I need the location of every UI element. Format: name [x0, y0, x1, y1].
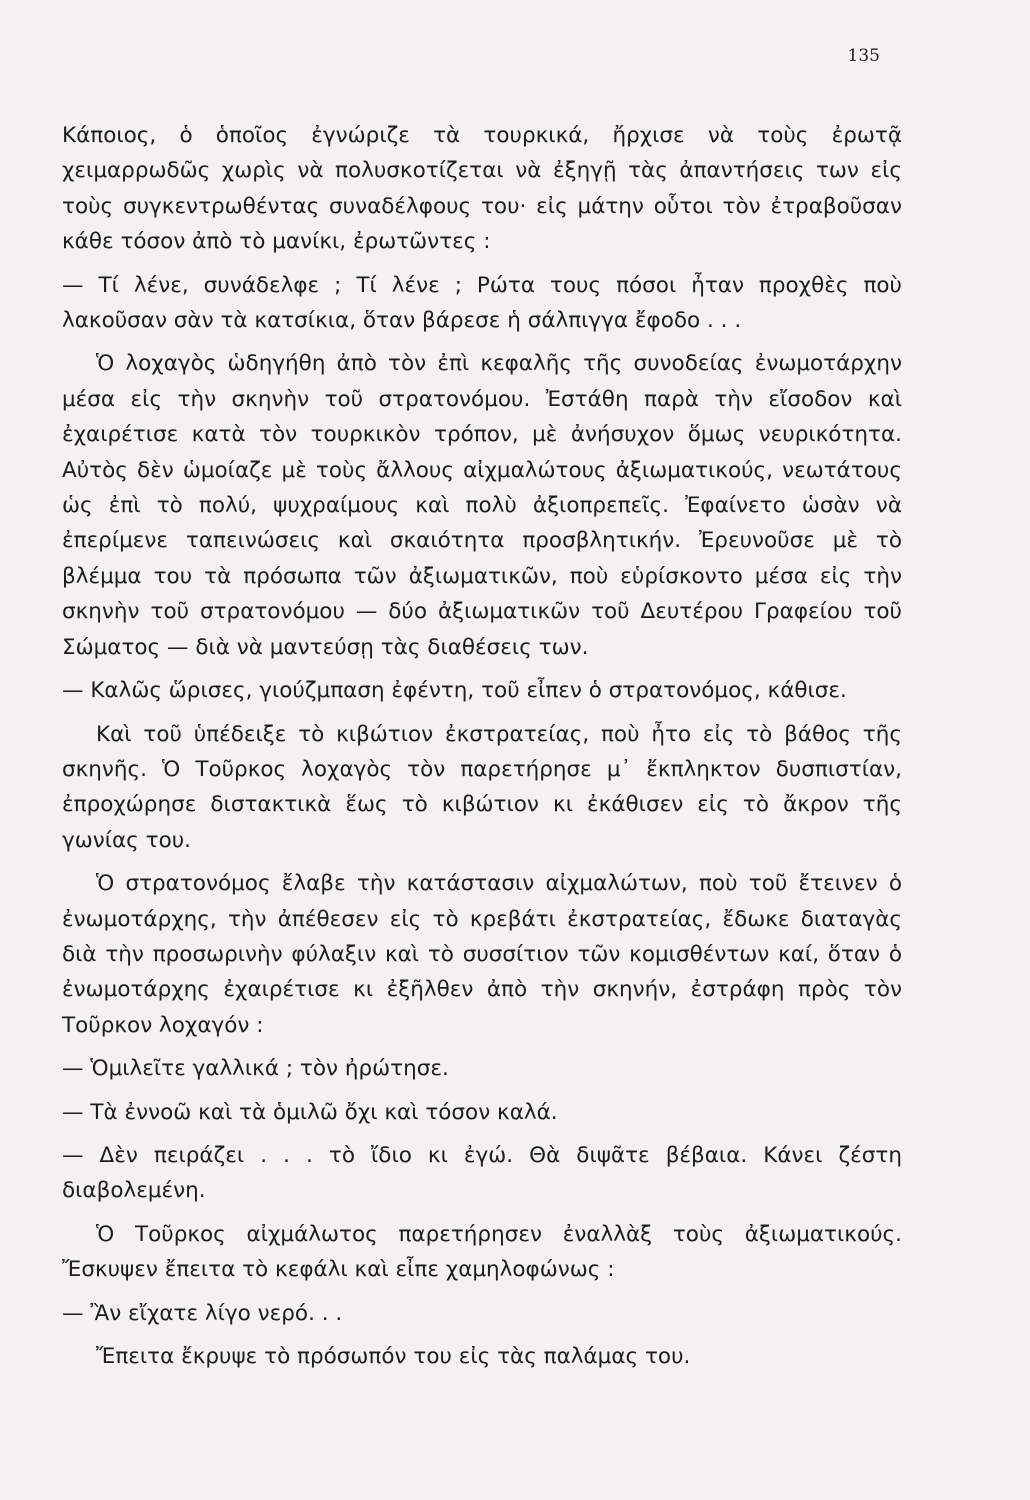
dialogue-line: — Ἂν εἴχατε λίγο νερό. . . [62, 1300, 343, 1326]
paragraph: Καὶ τοῦ ὑπέδειξε τὸ κιβώτιον ἐκστρατείας, ποὺ ἦτο εἰς τὸ βάθος τῆς σκηνῆς. Ὁ Τοῦρκος λοχαγὸς τὸν παρετήρησε μ᾽ ἔκπληκτον δυσπιστίαν, ἐπροχώρησε διστακτικὰ ἕως τὸ κιβώτιον κι ἐκάθισεν εἰς τὸ ἄκρον τῆς γωνίας του. [62, 721, 902, 853]
page-number: 135 [847, 46, 880, 66]
dialogue-line: — Δὲν πειράζει . . . τὸ ἴδιο κι ἐγώ. Θὰ διψᾶτε βέβαια. Κάνει ζέστη διαβολεμένη. [62, 1142, 902, 1204]
dialogue-line: — Τί λένε, συνάδελφε ; Τί λένε ; Ρώτα τους πόσοι ἦταν προχθὲς ποὺ λακοῦσαν σὰν τὰ κατσίκια, ὅταν βάρεσε ἡ σάλπιγγα ἔφοδο . . . [62, 272, 902, 334]
paragraph: Ὁ στρατονόμος ἔλαβε τὴν κατάστασιν αἰχμαλώτων, ποὺ τοῦ ἔτεινεν ὁ ἐνωμοτάρχης, τὴν ἀπέθεσεν εἰς τὸ κρεβάτι ἐκστρατείας, ἔδωκε διαταγὰς διὰ τὴν προσωρινὴν φύλαξιν καὶ τὸ συσσίτιον τῶν κομισθέντων καί, ὅταν ὁ ἐνωμοτάρχης ἐχαιρέτισε κι ἐξῆλθεν ἀπὸ τὴν σκηνήν, ἐστράφη πρὸς τὸν Τοῦρκον λοχαγόν : [62, 871, 902, 1038]
paragraph: Κάποιος, ὁ ὁποῖος ἐγνώριζε τὰ τουρκικά, ἤρχισε νὰ τοὺς ἐρωτᾷ χειμαρρωδῶς χωρὶς νὰ πολυσκοτίζεται νὰ ἐξηγῇ τὰς ἀπαντήσεις των εἰς τοὺς συγκεντρωθέντας συναδέλφους του· εἰς μάτην οὗτοι τὸν ἐτραβοῦσαν κάθε τόσον ἀπὸ τὸ μανίκι, ἐρωτῶντες : [62, 123, 902, 255]
dialogue-line: — Τὰ ἐννοῶ καὶ τὰ ὁμιλῶ ὄχι καὶ τόσον καλά. [62, 1099, 558, 1125]
paragraph: Ὁ Τοῦρκος αἰχμάλωτος παρετήρησεν ἐναλλὰξ τοὺς ἀξιωματικούς. Ἔσκυψεν ἔπειτα τὸ κεφάλι καὶ εἶπε χαμηλοφώνως : [62, 1221, 902, 1283]
body-text [62, 118, 902, 1382]
dialogue-line: — Καλῶς ὥρισες, γιούζμπαση ἐφέντη, τοῦ εἶπεν ὁ στρατονόμος, κάθισε. [62, 678, 847, 704]
dialogue-line: — Ὁμιλεῖτε γαλλικά ; τὸν ἠρώτησε. [62, 1056, 449, 1082]
paragraph: Ὁ λοχαγὸς ὡδηγήθη ἀπὸ τὸν ἐπὶ κεφαλῆς τῆς συνοδείας ἐνωμοτάρχην μέσα εἰς τὴν σκηνὴν τοῦ στρατονόμου. Ἐστάθη παρὰ τὴν εἴσοδον καὶ ἐχαιρέτισε κατὰ τὸν τουρκικὸν τρόπον, μὲ ἀνήσυχον ὅμως νευρικότητα. Αὐτὸς δὲν ὡμοίαζε μὲ τοὺς ἄλλους αἰχμαλώτους ἀξιωματικούς, νεωτάτους ὡς ἐπὶ τὸ πολύ, ψυχραίμους καὶ πολὺ ἀξιοπρεπεῖς. Ἐφαίνετο ὡσὰν νὰ ἐπερίμενε ταπεινώσεις καὶ σκαιότητα προσβλητικήν. Ἐρευνοῦσε μὲ τὸ βλέμμα του τὰ πρόσωπα τῶν ἀξιωματικῶν, ποὺ εὑρίσκοντο μέσα εἰς τὴν σκηνὴν τοῦ στρατονόμου — δύο ἀξιωματικῶν τοῦ Δευτέρου Γραφείου τοῦ Σώματος — διὰ νὰ μαντεύσῃ τὰς διαθέσεις των. [62, 351, 902, 660]
paragraph: Ἔπειτα ἔκρυψε τὸ πρόσωπόν του εἰς τὰς παλάμας του. [96, 1344, 691, 1369]
